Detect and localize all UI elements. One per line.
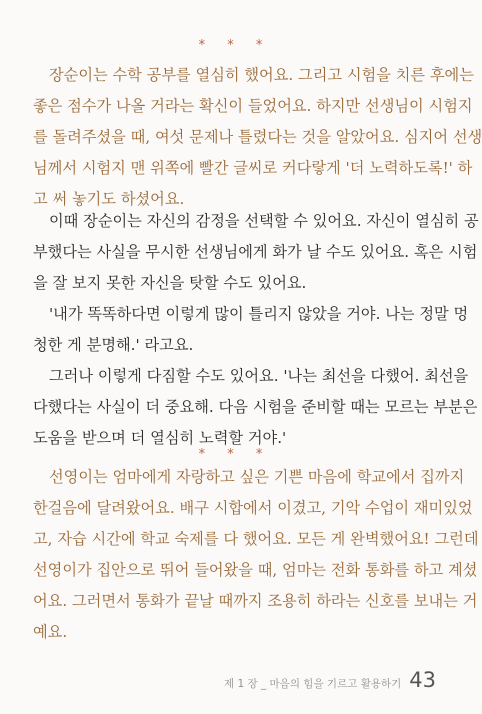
text-line: 장순이는 수학 공부를 열심히 했어요. 그리고 시험을 치른 후에는 (49, 66, 474, 84)
page-footer (224, 668, 436, 692)
text-line: 좋은 점수가 나올 거라는 확신이 들었어요. 하지만 선생님이 시험지 (33, 97, 473, 115)
text-line: 선영이는 엄마에게 자랑하고 싶은 기쁜 마음에 학교에서 집까지 (49, 468, 465, 486)
text-line: 청한 게 분명해.' 라고요. (33, 336, 194, 354)
text-line: 이때 장순이는 자신의 감정을 선택할 수 있어요. 자신이 열심히 공 (49, 212, 479, 230)
text-line: '내가 똑똑하다면 이렇게 많이 틀리지 않았을 거야. 나는 정말 멍 (49, 305, 469, 323)
text-line: 다했다는 사실이 더 중요해. 다음 시험을 준비할 때는 모르는 부분은 (33, 398, 478, 416)
text-line: 부했다는 사실을 무시한 선생님에게 화가 날 수도 있어요. 혹은 시험 (33, 243, 478, 261)
section-divider-middle: * * * (198, 447, 272, 462)
running-footer-chapter: 제 1 장 _ 마음의 힘을 기르고 활용하기 (223, 678, 402, 690)
story-paragraph-2 (33, 462, 479, 648)
story-paragraph-1 (33, 60, 482, 215)
text-line: 를 돌려주셨을 때, 여섯 문제나 틀렸다는 것을 알았어요. 심지어 선생 (33, 128, 482, 146)
text-line: 예요. (33, 623, 68, 641)
text-line: 고, 자습 시간에 학교 숙제를 다 했어요. 모든 게 완벽했어요! 그런데 (33, 530, 479, 548)
section-divider-top: * * * (198, 38, 272, 53)
narration-paragraph (33, 206, 479, 454)
text-line: 도움을 받으며 더 열심히 노력할 거야.' (33, 429, 287, 447)
text-line: 선영이가 집안으로 뛰어 들어왔을 때, 엄마는 전화 통화를 하고 계셨 (33, 561, 478, 579)
text-line: 그러나 이렇게 다짐할 수도 있어요. '나는 최선을 다했어. 최선을 (49, 367, 469, 385)
text-line: 어요. 그러면서 통화가 끝날 때까지 조용히 하라는 신호를 보내는 거 (33, 592, 478, 610)
text-line: 고 써 놓기도 하셨어요. (33, 190, 185, 208)
text-line: 한걸음에 달려왔어요. 배구 시합에서 이겼고, 기악 수업이 재미있었 (33, 499, 473, 517)
text-line: 님께서 시험지 맨 위쪽에 빨간 글씨로 커다랗게 '더 노력하도록!' 하 (33, 159, 473, 177)
text-line: 을 잘 보지 못한 자신을 탓할 수도 있어요. (33, 274, 307, 292)
page-number: 43 (409, 668, 436, 692)
